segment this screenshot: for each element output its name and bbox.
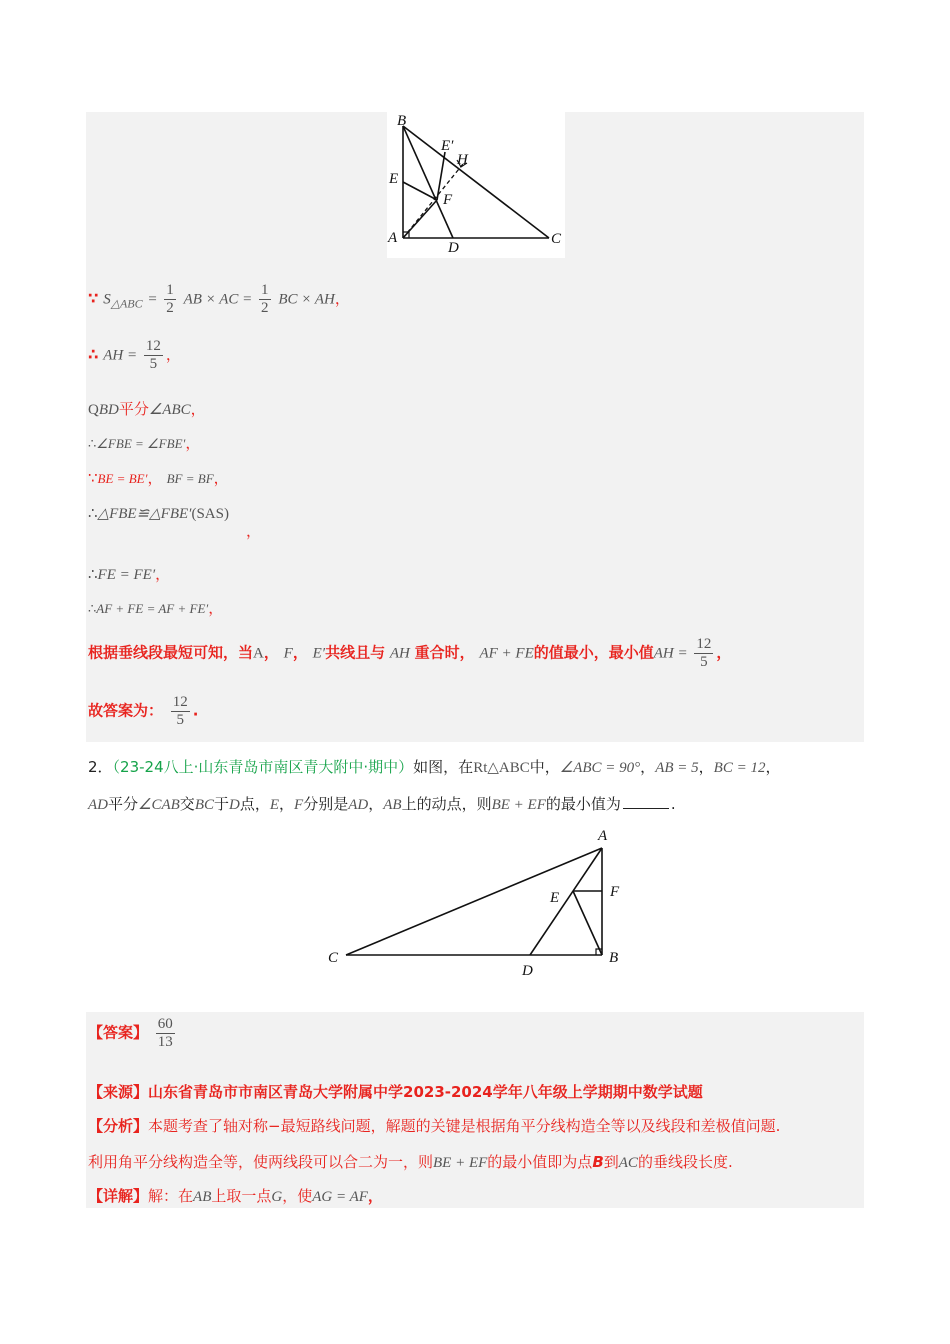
comma: ， xyxy=(185,434,201,452)
question-number: 2． xyxy=(88,758,113,776)
comma: ， xyxy=(368,795,384,813)
sol1-line-4 xyxy=(88,432,200,453)
therefore-symbol: ∴ xyxy=(88,601,97,616)
source-label: 【来源】 xyxy=(88,1083,149,1101)
ad: AD xyxy=(348,797,369,813)
comma: ， xyxy=(334,289,350,308)
ah-lhs: AH = xyxy=(653,645,692,662)
fig2-label-a: A xyxy=(598,828,608,844)
therefore-symbol: ∴ xyxy=(88,345,99,364)
conclusion-text-1: 根据垂线段最短可知，当 xyxy=(88,643,254,662)
figure-2 xyxy=(320,824,630,984)
answer-prefix: 故答案为： xyxy=(88,701,164,720)
analysis-line-2 xyxy=(88,1151,733,1172)
fraction-60-13 xyxy=(156,1016,175,1051)
comma-below xyxy=(246,520,261,541)
conclusion-text-2: 共线且与 xyxy=(325,643,386,662)
therefore-symbol: ∴ xyxy=(88,436,97,451)
fraction-12-5 xyxy=(144,338,163,373)
comma: ， xyxy=(640,758,656,776)
answer-label: 【答案】 xyxy=(88,1023,149,1042)
text: 解：在 xyxy=(148,1187,194,1205)
bisect-text: 平分 xyxy=(118,400,149,418)
text: 上的动点，则 xyxy=(401,795,492,813)
source-line xyxy=(88,1081,703,1102)
because-symbol: ∵ xyxy=(88,289,99,308)
sas-label: (SAS) xyxy=(191,506,229,522)
sol1-line-7 xyxy=(88,563,170,584)
text: 利用角平分线构造全等，使两线段可以合二为一，则 xyxy=(88,1153,434,1171)
fig1-label-e-prime: E′ xyxy=(441,138,454,154)
frac-den: 2 xyxy=(166,300,174,316)
point-f: F xyxy=(294,797,304,813)
rt-triangle: Rt△ABC xyxy=(473,760,530,776)
because-symbol: ∵ xyxy=(88,469,98,487)
figure-1-svg xyxy=(387,112,565,258)
sum-expr: AF + FE xyxy=(479,645,534,662)
conclusion-text-3: 重合时， xyxy=(414,643,475,662)
sol1-line-9 xyxy=(88,636,731,671)
figure-1 xyxy=(387,112,565,258)
fig2-label-d: D xyxy=(522,963,533,979)
frac-num: 1 xyxy=(261,282,269,298)
fig2-segment-eb xyxy=(573,891,602,955)
fig1-label-c: C xyxy=(551,231,562,247)
point-g: G xyxy=(271,1189,283,1205)
fraction-12-5 xyxy=(694,636,713,671)
point-d: D xyxy=(229,797,240,813)
text: 到 xyxy=(603,1153,619,1171)
bd: BD xyxy=(98,402,119,418)
sol1-line-5 xyxy=(88,467,229,488)
ab: AB xyxy=(383,797,402,813)
analysis-text: 本题考查了轴对称−最短路线问题，解题的关键是根据角平分线构造全等以及线段和差极值问题. xyxy=(148,1117,781,1135)
fig1-label-e: E xyxy=(389,171,399,187)
solution-box-2 xyxy=(86,1012,864,1208)
detail-label: 【详解】 xyxy=(88,1187,149,1205)
frac-num: 1 xyxy=(166,282,174,298)
frac-den: 5 xyxy=(176,712,185,728)
comma: ， xyxy=(246,522,262,540)
separator: ， xyxy=(147,469,163,487)
segment-ac: AC xyxy=(618,1155,638,1171)
period: . xyxy=(192,701,199,720)
fig2-segment-ad xyxy=(530,848,602,955)
fraction-half-1 xyxy=(164,282,176,317)
sol1-line-3 xyxy=(88,398,206,419)
text: 分别是 xyxy=(303,795,349,813)
frac-den: 13 xyxy=(157,1034,173,1050)
sol1-line-1 xyxy=(88,282,350,317)
fig1-label-b: B xyxy=(397,113,407,129)
comma: ， xyxy=(208,599,224,617)
point-a: A xyxy=(253,645,264,662)
frac-num: 12 xyxy=(696,636,712,652)
comma: ， xyxy=(765,758,781,776)
bc-value: BC = 12 xyxy=(713,760,766,776)
sum-expr: BE + EF xyxy=(433,1155,488,1171)
comma: ， xyxy=(292,643,308,662)
sol1-line-2 xyxy=(88,338,181,373)
fig1-segment-ah xyxy=(403,164,463,238)
point-e: E xyxy=(269,797,280,813)
expr-bc-ah: BC × AH xyxy=(278,291,335,308)
text: 上取一点 xyxy=(211,1187,272,1205)
bf-eq: BF = BF xyxy=(166,471,214,486)
fig2-label-f: F xyxy=(610,884,620,900)
question-2-line-2 xyxy=(88,793,676,814)
fraction-half-2 xyxy=(259,282,271,317)
ab-value: AB = 5 xyxy=(655,760,699,776)
segment-ab: AB xyxy=(193,1189,212,1205)
question-2-line-1 xyxy=(88,756,780,777)
area-s: S xyxy=(103,291,111,308)
therefore-symbol: ∴ xyxy=(88,506,98,522)
fig2-label-e: E xyxy=(550,890,560,906)
comma: ， xyxy=(716,643,732,662)
fig1-label-f: F xyxy=(443,192,453,208)
frac-den: 5 xyxy=(700,654,708,670)
be-eq: BE = BE′ xyxy=(97,471,148,486)
sol1-line-6 xyxy=(88,504,262,540)
ag-eq: AG = AF xyxy=(312,1189,368,1205)
analysis-label: 【分析】 xyxy=(88,1117,149,1135)
text: 的最小值即为点 xyxy=(487,1153,593,1171)
therefore-symbol: ∴ xyxy=(88,567,98,583)
fig1-label-h: H xyxy=(457,152,468,168)
text: ，使 xyxy=(282,1187,313,1205)
eq-sign: = xyxy=(147,291,162,308)
comma: ， xyxy=(155,565,171,583)
answer-blank xyxy=(623,808,669,809)
text: 中， xyxy=(529,758,560,776)
fig2-segment-ca xyxy=(346,848,602,955)
text: 平分 xyxy=(108,795,139,813)
period: . xyxy=(670,795,676,813)
figure-2-svg xyxy=(320,824,630,984)
text: 的垂线段长度. xyxy=(637,1153,733,1171)
comma: ， xyxy=(213,469,229,487)
comma: ， xyxy=(367,1187,383,1205)
q-symbol: Q xyxy=(88,402,99,418)
question-source: （23-24八上·山东青岛市南区青大附中·期中） xyxy=(112,758,414,776)
area-subscript: △ABC xyxy=(110,296,143,311)
angle-abc: ∠ABC xyxy=(148,402,191,418)
angle-cab: ∠CAB xyxy=(138,797,180,813)
point-e-prime: E′ xyxy=(312,645,326,662)
ad: AD xyxy=(88,797,108,813)
fig1-label-d: D xyxy=(448,240,459,256)
frac-num: 12 xyxy=(145,338,161,354)
frac-num: 12 xyxy=(172,694,188,710)
sum-expr: BE + EF xyxy=(491,797,546,813)
point-b: B xyxy=(592,1153,604,1171)
sol1-line-10 xyxy=(88,694,199,729)
text: 如图，在 xyxy=(413,758,474,776)
angle-eq: ∠FBE = ∠FBE′ xyxy=(96,436,186,451)
angle-abc: ∠ABC = 90° xyxy=(559,760,641,776)
text: 的最小值为 xyxy=(545,795,621,813)
sum-eq: AF + FE = AF + FE′ xyxy=(96,601,209,616)
detail-line xyxy=(88,1185,383,1206)
expr-ab-ac: AB × AC = xyxy=(183,291,257,308)
text: 点， xyxy=(239,795,270,813)
point-f: F xyxy=(283,645,293,662)
frac-den: 5 xyxy=(149,356,158,372)
text: 于 xyxy=(213,795,229,813)
fig1-segment-bc xyxy=(403,126,549,238)
text: 交 xyxy=(179,795,195,813)
segment-ah: AH xyxy=(389,645,410,662)
answer-line xyxy=(88,1016,178,1051)
ah-lhs: AH = xyxy=(103,347,141,364)
source-text: 山东省青岛市市南区青岛大学附属中学2023-2024学年八年级上学期期中数学试题 xyxy=(148,1083,703,1101)
bc: BC xyxy=(194,797,214,813)
fraction-12-5 xyxy=(171,694,190,729)
comma: ， xyxy=(165,345,181,364)
fig2-label-c: C xyxy=(328,950,339,966)
comma: ， xyxy=(279,795,295,813)
frac-den: 2 xyxy=(261,300,269,316)
comma: ， xyxy=(698,758,714,776)
comma: ， xyxy=(263,643,279,662)
sol1-line-8 xyxy=(88,597,223,618)
analysis-line-1 xyxy=(88,1115,780,1136)
congruent-expr: △FBE≌△FBE′ xyxy=(97,506,192,522)
fig1-label-a: A xyxy=(388,230,398,246)
fig2-label-b: B xyxy=(609,950,619,966)
frac-num: 60 xyxy=(157,1016,173,1032)
comma: ， xyxy=(190,400,206,418)
conclusion-text-4: 的值最小，最小值 xyxy=(533,643,654,662)
fe-eq: FE = FE′ xyxy=(97,567,156,583)
